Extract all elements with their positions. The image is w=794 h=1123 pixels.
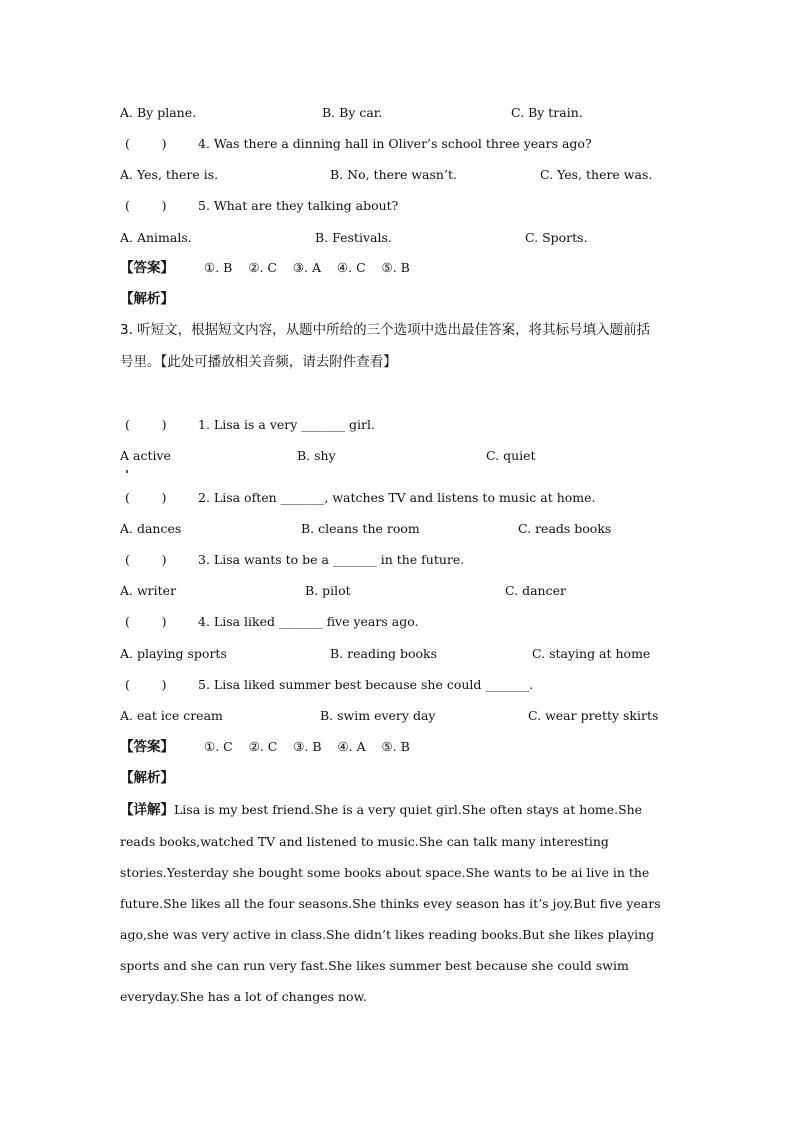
- question-text: 2. Lisa often _______, watches TV and listens to music at home.: [198, 490, 596, 505]
- analysis-label: 【解析】: [120, 770, 174, 786]
- option-b: B. reading books: [330, 646, 438, 661]
- analysis-label: 【解析】: [120, 291, 174, 307]
- question-text: 4. Was there a dinning hall in Oliver’s school three years ago?: [198, 136, 592, 151]
- option-a: A. Yes, there is.: [120, 167, 219, 182]
- option-c: C. reads books: [518, 521, 612, 536]
- option-b: B. By car.: [322, 105, 383, 120]
- option-b: B. pilot: [305, 583, 351, 598]
- answer-paren: ( ): [125, 552, 167, 567]
- answer-paren: ( ): [125, 136, 167, 151]
- answer-paren: ( ): [125, 677, 167, 692]
- answer-list: ①. B ②. C ③. A ④. C ⑤. B: [204, 260, 410, 275]
- option-a: A. eat ice cream: [120, 708, 223, 723]
- answer-list: ①. C ②. C ③. B ④. A ⑤. B: [204, 739, 410, 754]
- option-c: C. Yes, there was.: [540, 167, 653, 182]
- option-a: A. By plane.: [120, 105, 197, 120]
- option-a: A. writer: [120, 583, 177, 598]
- question-text: 5. Lisa liked summer best because she could _______.: [198, 677, 534, 692]
- option-b: B. swim every day: [320, 708, 436, 723]
- option-c: C. Sports.: [525, 230, 588, 245]
- answer-paren: ( ): [125, 198, 167, 213]
- answer-paren: ( ): [125, 417, 167, 432]
- detail-paragraph: [120, 794, 680, 1012]
- option-a: A active: [120, 448, 171, 463]
- answer-label: 【答案】: [120, 739, 174, 755]
- option-a: A. playing sports: [120, 646, 227, 661]
- question-text: 1. Lisa is a very _______ girl.: [198, 417, 375, 432]
- option-b: B. No, there wasn’t.: [330, 167, 457, 182]
- detail-label: 【详解】: [120, 802, 174, 818]
- option-c: C. By train.: [511, 105, 583, 120]
- option-b: B. Festivals.: [315, 230, 392, 245]
- answer-paren: ( ): [125, 490, 167, 505]
- option-a: A. dances: [120, 521, 182, 536]
- section-instruction-cont: 号里。【此处可播放相关音频，请去附件查看】: [120, 354, 397, 370]
- question-text: 4. Lisa liked _______ five years ago.: [198, 614, 419, 629]
- option-c: C. quiet: [486, 448, 536, 463]
- answer-label: 【答案】: [120, 260, 174, 276]
- option-b: B. cleans the room: [301, 521, 420, 536]
- option-b: B. shy: [297, 448, 336, 463]
- section-instruction: 3. 听短文，根据短文内容，从题中所给的三个选项中选出最佳答案，将其标号填入题前括: [120, 322, 651, 338]
- detail-text: Lisa is my best friend.She is a very quiet girl.She often stays at home.She reads books,watched TV and listened to music.She can talk many interesting stories.Yesterday she bought some books about space.She wants to be ai live in the future.She likes all the four seasons.She thinks evey season has it’s joy.But five years ago,she was very active in class.She didn’t likes reading books.But she likes playing sports and she can run very fast.She likes summer best because she could swim everyday.She has a lot of changes now.: [120, 802, 661, 1004]
- question-text: 3. Lisa wants to be a _______ in the future.: [198, 552, 465, 567]
- answer-paren: ( ): [125, 614, 167, 629]
- option-c: C. staying at home: [532, 646, 651, 661]
- question-text: 5. What are they talking about?: [198, 198, 399, 213]
- option-a: A. Animals.: [120, 230, 192, 245]
- stray-mark: [126, 470, 128, 473]
- option-c: C. wear pretty skirts: [528, 708, 659, 723]
- option-c: C. dancer: [505, 583, 566, 598]
